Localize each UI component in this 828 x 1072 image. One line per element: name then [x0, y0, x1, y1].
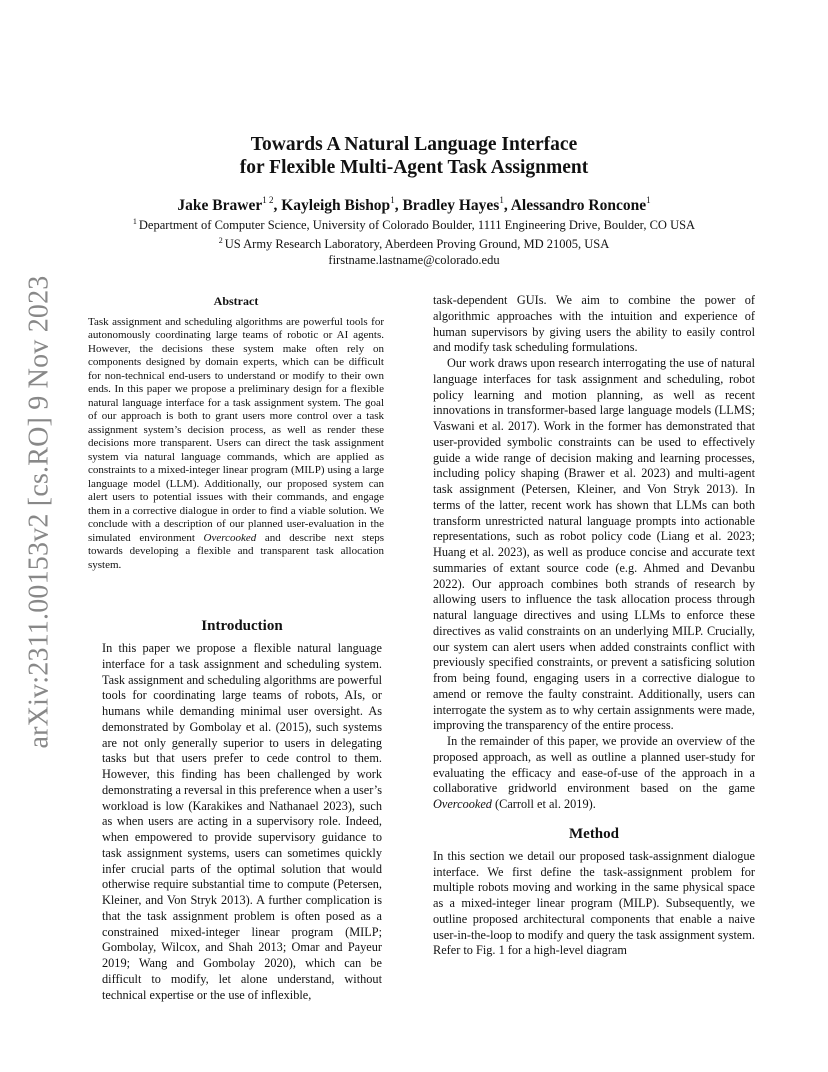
author-name: Bradley Hayes	[402, 197, 500, 214]
introduction-text: In this paper we propose a flexible natural language interface for a task assignment and scheduling system. Task assignment and scheduling algorithms are powerful tools for coordinating large teams of robots, AIs, or humans while demanding minimal user oversight. As demonstrated by Gombolay et al. (2015), such systems are not only generally superior to users in delegating tasks but that users prefer to cede control to them. However, this finding has been challenged by work demonstrating a reversal in this preference when a user’s workload is low (Karakikes and Nathanael 2023), such as when users are acting in a supervisory role. Indeed, when empowered to provide supervisory guidance to task assignment systems, users can sometimes quickly infer crucial parts of the optimal solution that would otherwise require substantial time to compute (Petersen, Kleiner, and Von Stryk 2013). A further complication is that the task assignment problem is often posed as a constrained mixed-integer linear program (MILP; Gombolay, Wilcox, and Shah 2013; Omar and Payeur 2019; Wang and Gombolay 2020), which can be difficult to modify, let alone understand, without technical expertise or the use of inflexible,	[102, 641, 382, 1002]
paper-title	[0, 133, 828, 179]
author-separator: ,	[394, 197, 403, 214]
author-affiliation-mark: 1	[499, 195, 504, 205]
body-text-part: In the remainder of this paper, we provide an overview of the proposed approach, as well as outline a planned user-study for evaluating the efficacy and ease-of-use of the approach in a collaborative gridworld environment based on the game	[433, 734, 755, 796]
author-separator: ,	[273, 197, 282, 214]
affiliation-text: Department of Computer Science, University of Colorado Boulder, 1111 Engineering Drive, Boulder, CO USA	[138, 218, 696, 232]
affiliation-line-2	[0, 233, 828, 252]
author-affiliation-mark: 1 2	[262, 195, 274, 205]
abstract-section	[88, 295, 384, 572]
method-text: In this section we detail our proposed task-assignment dialogue interface. We first define the task-assignment problem for multiple robots moving and working in the same physical space as a mixed-integer linear program (MILP). Subsequently, we outline proposed architectural components that enable a naive user-in-the-loop to modify and query the task assignment system. Refer to Fig. 1 for a high-level diagram	[433, 848, 755, 958]
title-line-2: for Flexible Multi-Agent Task Assignment	[239, 157, 589, 178]
affiliations	[0, 214, 828, 268]
author-affiliation-mark: 1	[390, 195, 395, 205]
affiliation-mark: 1	[132, 217, 137, 226]
author-name: Alessandro Roncone	[510, 197, 647, 214]
title-line-1: Towards A Natural Language Interface	[250, 134, 578, 155]
body-paragraph: task-dependent GUIs. We aim to combine the power of algorithmic approaches with the intuition and experience of human supervisors by giving users the ability to easily control and modify task scheduling formulations.	[433, 293, 755, 355]
arxiv-sidebar-stamp	[15, 272, 63, 752]
author-affiliation-mark: 1	[646, 195, 651, 205]
body-text-part: (Carroll et al. 2019).	[491, 797, 596, 811]
author-list	[0, 190, 828, 216]
author-name: Kayleigh Bishop	[281, 197, 391, 214]
affiliation-mark: 2	[218, 236, 223, 245]
abstract-text-italic: Overcooked	[203, 531, 257, 544]
affiliation-text: US Army Research Laboratory, Aberdeen Proving Ground, MD 21005, USA	[224, 237, 610, 251]
abstract-text-part: and describe next steps towards developing a flexible and transparent task allocation system.	[88, 531, 384, 571]
contact-email: firstname.lastname@colorado.edu	[328, 253, 500, 267]
introduction-heading: Introduction	[201, 618, 283, 634]
author-separator: ,	[503, 197, 511, 214]
author-name: Jake Brawer	[177, 197, 263, 214]
introduction-section	[102, 617, 382, 1003]
abstract-heading: Abstract	[213, 294, 259, 308]
method-heading: Method	[569, 825, 619, 842]
abstract-text	[88, 316, 384, 573]
abstract-text-part: Task assignment and scheduling algorithms are powerful tools for autonomously coordinating large teams of robotic or AI agents. However, the decisions these system make often rely on components designed by domain experts, which can be difficult for non-technical end-users to understand or modify to their own ends. In this paper we propose a preliminary design for a flexible natural language interface for a task assignment system. The goal of our approach is both to grant users more control over a task assignment system’s decision process, as well as render these decisions more transparent. Users can direct the task assignment system via natural language commands, which are applied as constraints to a mixed-integer linear program (MILP) using a large language model (LLM). Additionally, our proposed system can alert users to potential issues with their commands, and engage them in a corrective dialogue in order to find a viable solution. We conclude with a description of our planned user-evaluation in the simulated environment	[88, 315, 384, 544]
body-text-italic: Overcooked	[433, 797, 492, 811]
right-column	[433, 293, 755, 959]
body-paragraph	[433, 734, 755, 813]
body-paragraph: Our work draws upon research interrogating the use of natural language interfaces for task assignment and scheduling, robot policy learning and motion planning, as well as recent innovations in transformer-based large language models (LLMS; Vaswani et al. 2017). Work in the former has demonstrated that user-provided symbolic constraints can be used to effectively guide a wide range of decision making and learning processes, including policy shaping (Brawer et al. 2023) and multi-agent task assignment (Petersen, Kleiner, and Von Stryk 2013). In terms of the latter, recent work has shown that LLMs can both transform unrestricted natural language prompts into actionable representations, such as robot policy code (Liang et al. 2023; Huang et al. 2023), as well as produce concise and accurate text summaries of extant source code (e.g. Ahmed and Devanbu 2022). Our approach combines both strands of research by allowing users to influence the task allocation process through natural language directives and using LLMs to enforce these directives as valid constraints on an underlying MILP. Crucially, our system can alert users when added constraints conflict with previously specified constraints, or prevent a satisficing solution from being found, engaging users in a corrective dialogue to amend or remove the faulty constraint. Additionally, users can interrogate the system as to why certain assignments were made, improving the transparency of the entire process.	[433, 356, 755, 733]
affiliation-line-1	[0, 214, 828, 233]
arxiv-identifier: arXiv:2311.00153v2 [cs.RO] 9 Nov 2023	[23, 275, 55, 749]
